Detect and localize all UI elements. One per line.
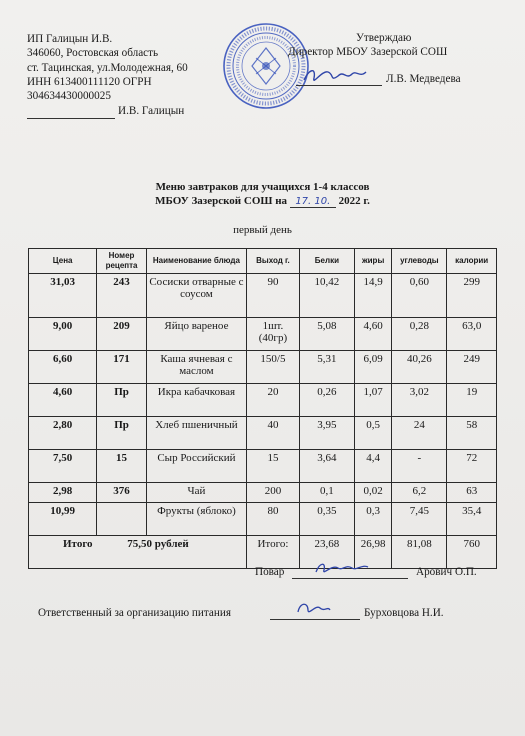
table-row <box>29 351 497 384</box>
cell-dish: Сосиски отварные с соусом <box>146 274 246 318</box>
director-signature-name: Л.В. Медведева <box>386 73 461 85</box>
responsible-name: Бурховцова Н.И. <box>364 607 444 619</box>
col-header-recipe: Номер рецепта <box>97 249 147 274</box>
director-signature-scribble <box>300 62 380 88</box>
cell-yield: 200 <box>247 483 300 503</box>
cell-dish: Сыр Российский <box>146 450 246 483</box>
company-requisites <box>27 32 188 103</box>
cell-fat: 0,5 <box>354 417 391 450</box>
cell-yield: 15 <box>247 450 300 483</box>
cell-recipe: 209 <box>97 318 147 351</box>
cell-fat: 0,3 <box>354 503 391 536</box>
cell-kcal: 35,4 <box>447 503 497 536</box>
cell-protein: 10,42 <box>299 274 354 318</box>
cell-carbs: 6,2 <box>392 483 447 503</box>
director-position: Директор МБОУ Зазерской СОШ <box>288 46 448 58</box>
official-stamp <box>222 22 310 110</box>
cell-fat: 6,09 <box>354 351 391 384</box>
left-signature-line <box>27 118 115 119</box>
col-header-carbs: углеводы <box>392 249 447 274</box>
table-total-row <box>29 536 497 569</box>
cell-recipe: Пр <box>97 384 147 417</box>
cell-carbs: 7,45 <box>392 503 447 536</box>
table-row <box>29 503 497 536</box>
cell-dish: Фрукты (яблоко) <box>146 503 246 536</box>
cell-fat: 0,02 <box>354 483 391 503</box>
menu-table <box>28 248 497 569</box>
cell-price: 9,00 <box>29 318 97 351</box>
cell-recipe: Пр <box>97 417 147 450</box>
cell-carbs: 3,02 <box>392 384 447 417</box>
cell-kcal: 249 <box>447 351 497 384</box>
responsible-label: Ответственный за организацию питания <box>38 607 231 619</box>
table-row <box>29 483 497 503</box>
total-carbs: 81,08 <box>392 536 447 569</box>
cell-price: 2,80 <box>29 417 97 450</box>
total-fat: 26,98 <box>354 536 391 569</box>
cell-protein: 0,26 <box>299 384 354 417</box>
cell-kcal: 19 <box>447 384 497 417</box>
cell-dish: Икра кабачковая <box>146 384 246 417</box>
col-header-price: Цена <box>29 249 97 274</box>
total-label: Итого <box>63 538 93 550</box>
cell-dish: Чай <box>146 483 246 503</box>
cell-recipe: 171 <box>97 351 147 384</box>
school-name: МБОУ Зазерской СОШ на <box>155 195 288 207</box>
cell-kcal: 63,0 <box>447 318 497 351</box>
cell-dish: Каша ячневая с маслом <box>146 351 246 384</box>
total-kcal: 760 <box>447 536 497 569</box>
table-row <box>29 318 497 351</box>
cell-carbs: 0,60 <box>392 274 447 318</box>
handwritten-date: 17. 10. <box>290 196 336 208</box>
cell-carbs: - <box>392 450 447 483</box>
table-row <box>29 417 497 450</box>
cell-protein: 0,35 <box>299 503 354 536</box>
total-protein: 23,68 <box>299 536 354 569</box>
company-name: ИП Галицын И.В. <box>27 33 113 45</box>
cell-protein: 3,64 <box>299 450 354 483</box>
menu-title-line2 <box>0 195 525 208</box>
cell-price: 4,60 <box>29 384 97 417</box>
col-header-yield: Выход г. <box>247 249 300 274</box>
cell-price: 10,99 <box>29 503 97 536</box>
cell-kcal: 299 <box>447 274 497 318</box>
cell-protein: 3,95 <box>299 417 354 450</box>
cook-signature-scribble <box>312 558 372 578</box>
cook-label: Повар <box>255 566 285 578</box>
company-inn: ИНН 613400111120 ОГРН <box>27 75 152 88</box>
cell-yield: 40 <box>247 417 300 450</box>
cell-protein: 5,08 <box>299 318 354 351</box>
cell-recipe: 376 <box>97 483 147 503</box>
total-sum-cell <box>29 536 247 569</box>
cell-dish: Яйцо вареное <box>146 318 246 351</box>
col-header-dish: Наименование блюда <box>146 249 246 274</box>
date-year: 2022 г. <box>338 195 370 207</box>
cell-fat: 4,4 <box>354 450 391 483</box>
cell-recipe: 15 <box>97 450 147 483</box>
cell-dish: Хлеб пшеничный <box>146 417 246 450</box>
table-header-row <box>29 249 497 274</box>
cell-yield: 150/5 <box>247 351 300 384</box>
cell-price: 31,03 <box>29 274 97 318</box>
total-sum: 75,50 рублей <box>127 538 189 550</box>
col-header-kcal: калории <box>447 249 497 274</box>
cell-price: 2,98 <box>29 483 97 503</box>
cell-carbs: 40,26 <box>392 351 447 384</box>
cell-protein: 0,1 <box>299 483 354 503</box>
cook-signature-line <box>292 578 408 579</box>
cell-kcal: 58 <box>447 417 497 450</box>
cell-fat: 1,07 <box>354 384 391 417</box>
cell-recipe: 243 <box>97 274 147 318</box>
cell-yield: 20 <box>247 384 300 417</box>
cell-kcal: 63 <box>447 483 497 503</box>
table-row <box>29 384 497 417</box>
cell-carbs: 0,28 <box>392 318 447 351</box>
itogo-label: Итого: <box>247 536 300 569</box>
cell-yield: 1шт.(40гр) <box>247 318 300 351</box>
cell-kcal: 72 <box>447 450 497 483</box>
responsible-signature-scribble <box>294 598 334 620</box>
cell-fat: 4,60 <box>354 318 391 351</box>
cell-price: 6,60 <box>29 351 97 384</box>
company-address-2: ст. Тацинская, ул.Молодежная, 60 <box>27 61 188 74</box>
company-address-1: 346060, Ростовская область <box>27 47 159 60</box>
col-header-protein: Белки <box>299 249 354 274</box>
table-row <box>29 274 497 318</box>
cell-recipe <box>97 503 147 536</box>
cell-yield: 80 <box>247 503 300 536</box>
menu-title: Меню завтраков для учащихся 1-4 классов <box>155 181 370 193</box>
left-signature-name: И.В. Галицын <box>118 105 185 117</box>
company-ogrn: 304634430000025 <box>27 90 111 103</box>
cell-protein: 5,31 <box>299 351 354 384</box>
day-subtitle: первый день <box>233 224 292 236</box>
col-header-fat: жиры <box>354 249 391 274</box>
cell-carbs: 24 <box>392 417 447 450</box>
table-row <box>29 450 497 483</box>
cook-name: Арович О.П. <box>416 566 477 578</box>
approve-label: Утверждаю <box>356 32 412 44</box>
cell-yield: 90 <box>247 274 300 318</box>
cell-fat: 14,9 <box>354 274 391 318</box>
cell-price: 7,50 <box>29 450 97 483</box>
